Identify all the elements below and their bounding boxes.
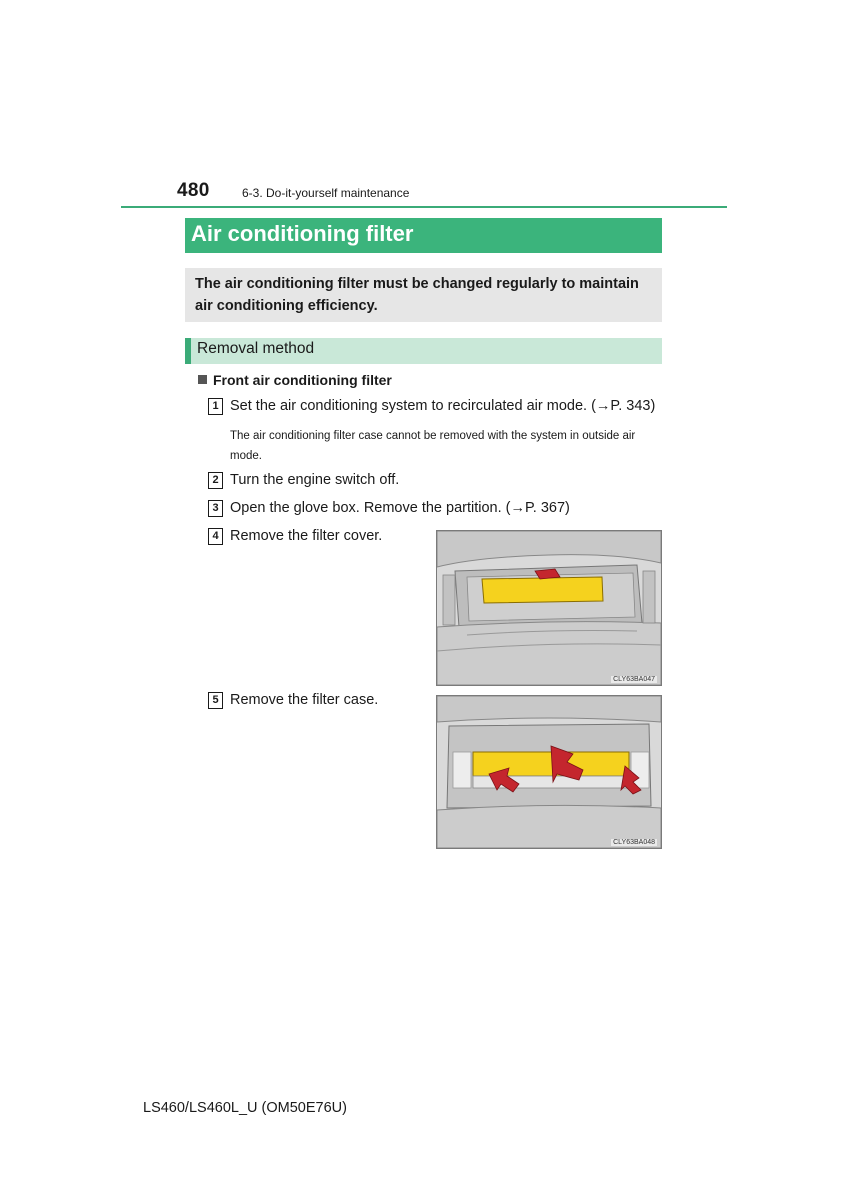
figure-code: CLY63BA047	[613, 676, 655, 683]
intro-text: The air conditioning filter must be changed regularly to maintain air conditioning efficiency.	[195, 276, 639, 314]
filter-case-drawing	[437, 696, 661, 848]
step-number: 3	[208, 500, 223, 517]
item-heading-label: Front air conditioning filter	[213, 372, 392, 388]
item-heading	[198, 372, 392, 388]
square-bullet-icon	[198, 375, 207, 384]
figure-code: CLY63BA048	[613, 839, 655, 846]
step-number: 4	[208, 528, 223, 545]
intro-box	[185, 268, 662, 322]
step-2	[208, 472, 399, 489]
step-1	[208, 398, 655, 415]
section-label: 6-3. Do-it-yourself maintenance	[242, 186, 410, 200]
glove-box-drawing	[437, 531, 661, 685]
filter-cover-illustration	[436, 530, 662, 686]
step-5	[208, 692, 378, 709]
filter-cover	[482, 577, 603, 603]
step-text: Set the air conditioning system to recirculated air mode. (→P. 343)	[230, 398, 656, 414]
step-number: 2	[208, 472, 223, 489]
step-text: Open the glove box. Remove the partition. (→P. 367)	[230, 500, 570, 516]
subsection-label: Removal method	[197, 340, 315, 357]
step-4	[208, 528, 382, 545]
step-3	[208, 500, 570, 517]
step-number: 5	[208, 692, 223, 709]
filter-case-illustration	[436, 695, 662, 849]
header-rule	[121, 206, 727, 208]
page-number: 480	[177, 180, 210, 201]
step-text: Remove the filter case.	[230, 692, 379, 708]
step-text: Turn the engine switch off.	[230, 472, 400, 488]
page-title: Air conditioning filter	[185, 218, 662, 253]
red-arrow-icon	[535, 569, 560, 579]
step-text: Remove the filter cover.	[230, 528, 383, 544]
step-number: 1	[208, 398, 223, 415]
subsection-heading	[185, 338, 662, 364]
step-note: The air conditioning filter case cannot be removed with the system in outside air mode.	[230, 430, 636, 462]
footer-model-code: LS460/LS460L_U (OM50E76U)	[143, 1100, 347, 1116]
